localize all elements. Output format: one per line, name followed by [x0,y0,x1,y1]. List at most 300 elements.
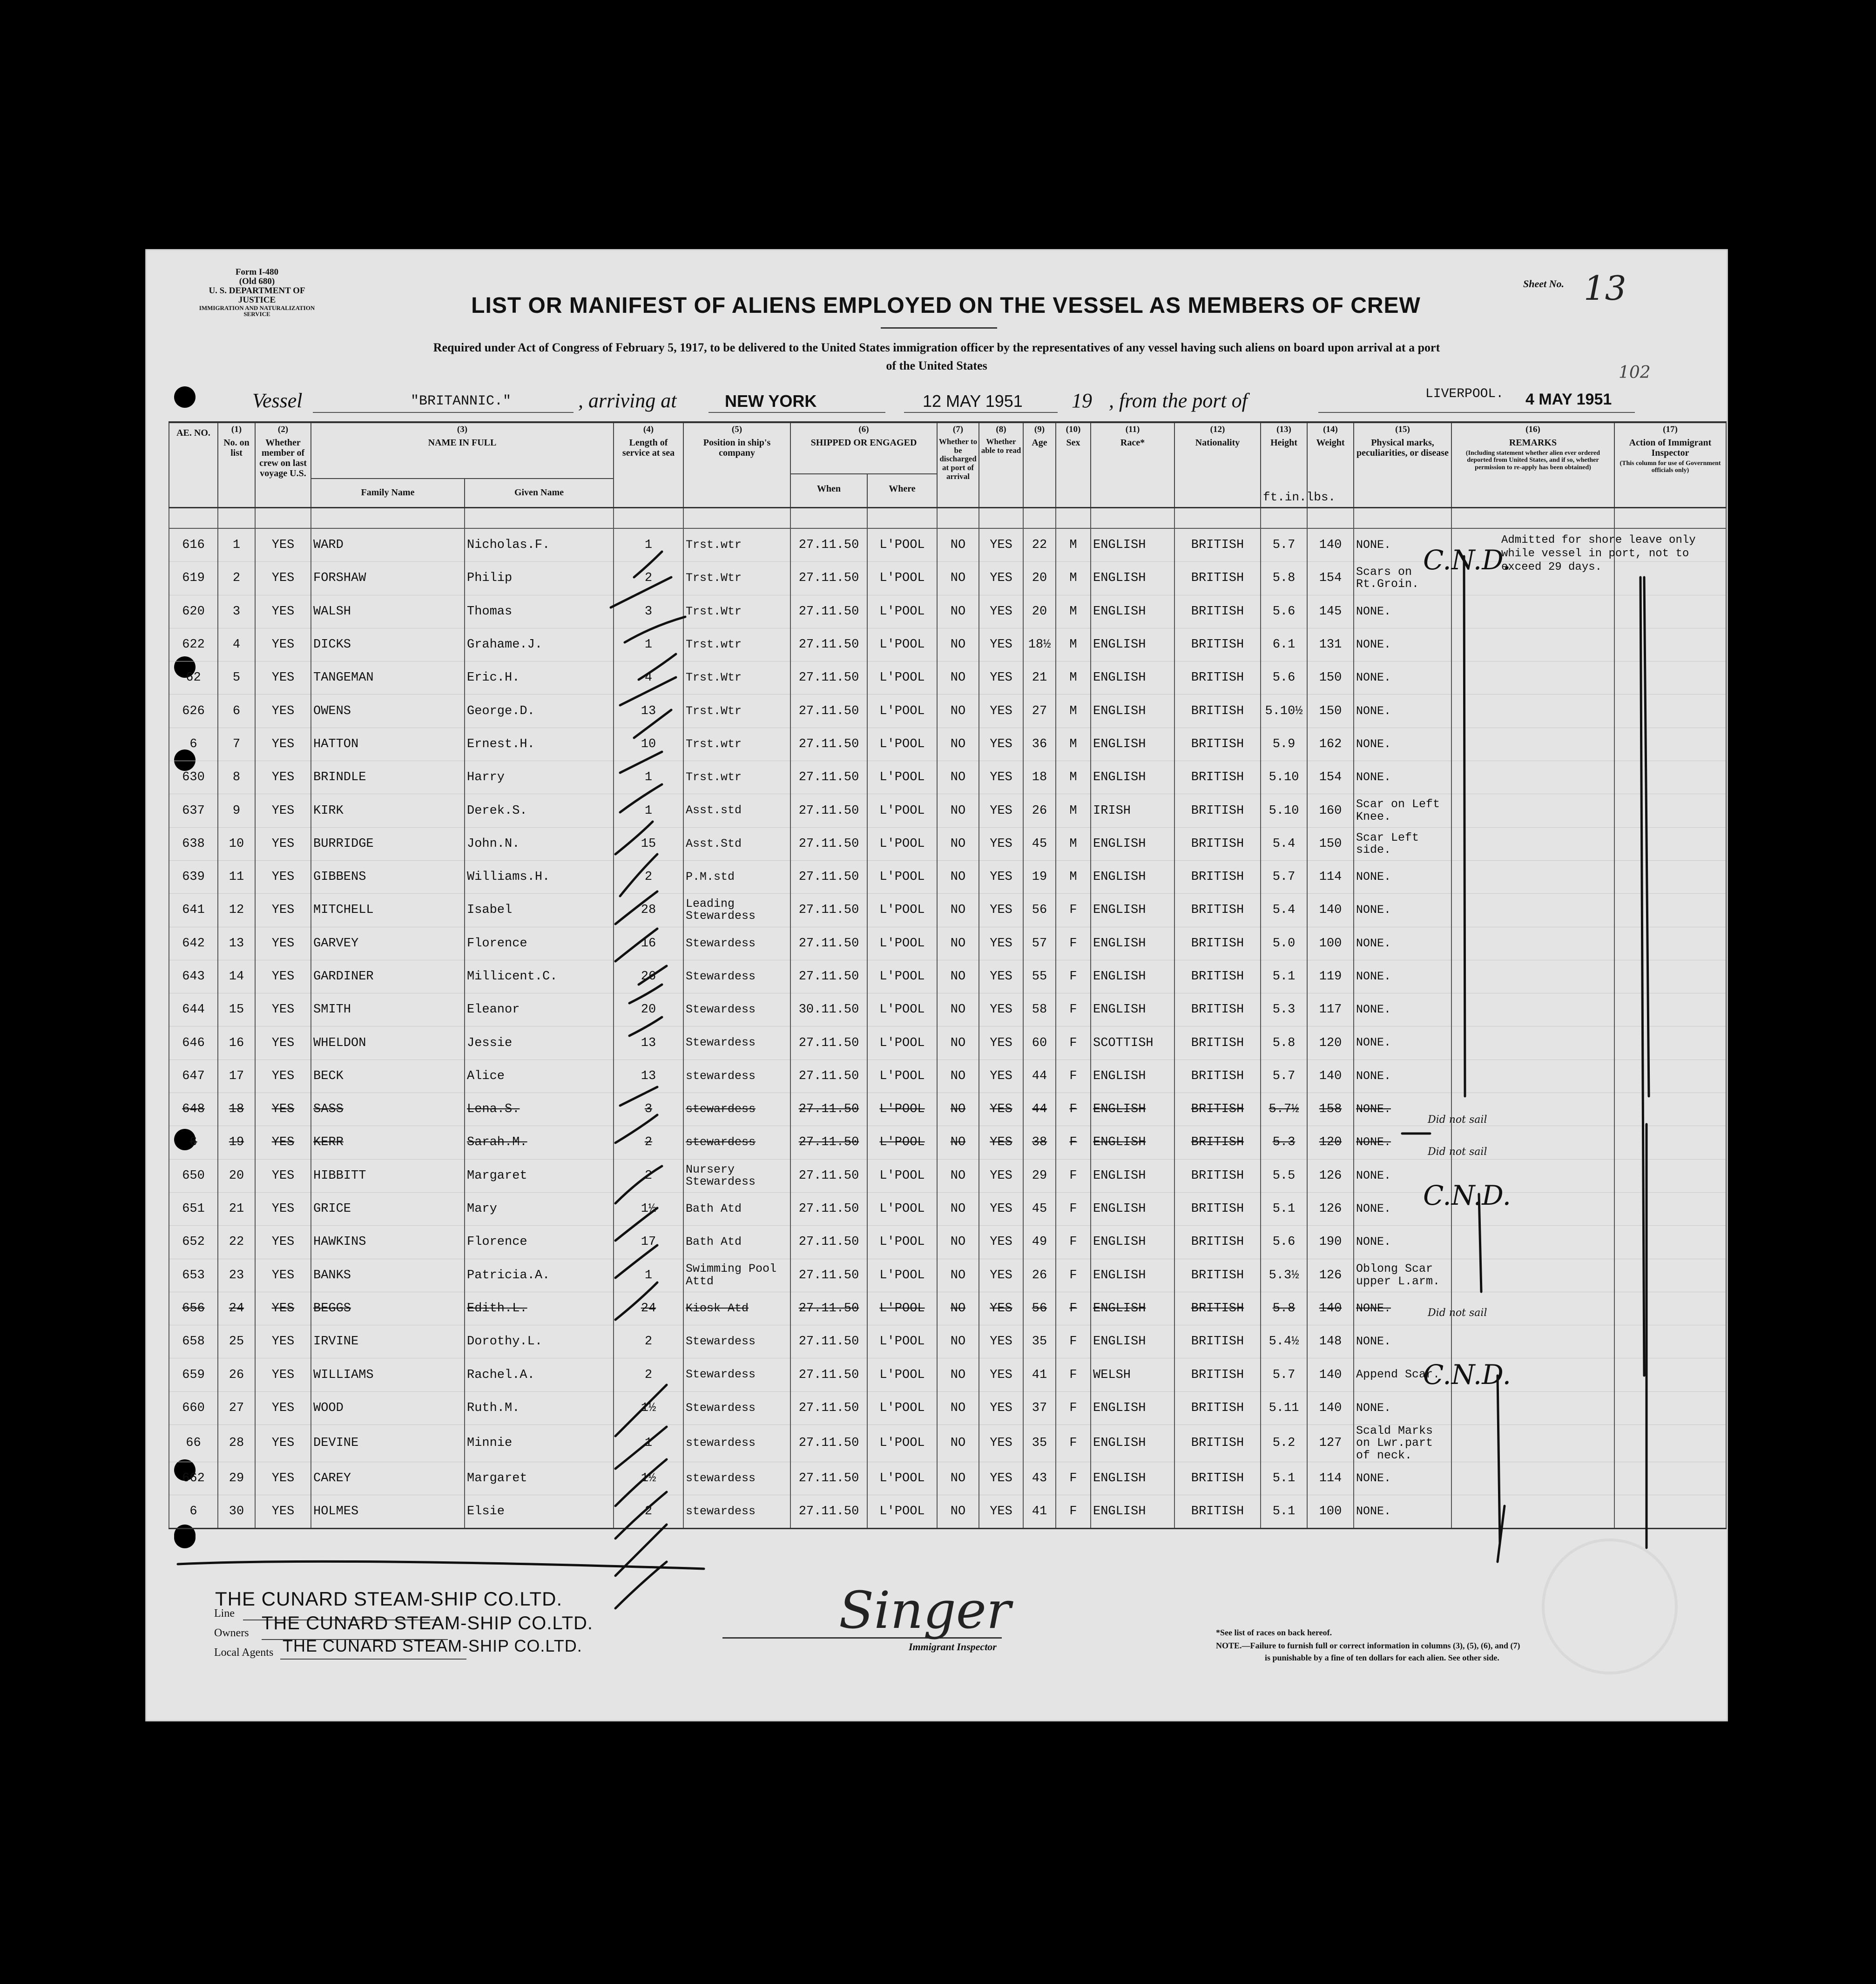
cell-given-name: Patricia.A. [465,1259,614,1292]
cell-height: 5.6 [1261,1226,1307,1259]
cell-able-to-read: YES [979,1425,1023,1462]
cell-ae-number: 638 [169,827,218,860]
cell-list-number: 11 [218,860,255,893]
cell-family-name: TANGEMAN [311,661,465,695]
cell-weight: 120 [1307,1026,1354,1059]
cell-list-number: 20 [218,1159,255,1192]
cell-family-name: GRICE [311,1192,465,1225]
cell-last-voyage: YES [255,1391,311,1424]
cell-weight: 131 [1307,628,1354,661]
cell-discharged: NO [937,661,979,695]
cell-sex: F [1056,1391,1091,1424]
cell-age: 38 [1023,1126,1056,1159]
cell-age: 18 [1023,761,1056,794]
cell-shipped-where: L'POOL [867,562,937,595]
cell-race: ENGLISH [1091,1462,1174,1495]
cell-able-to-read: YES [979,695,1023,728]
col-where: Where [889,484,916,494]
cell-height: 5.4 [1261,894,1307,927]
cell-age: 37 [1023,1391,1056,1424]
col-ae-number: AE. NO. [169,422,218,508]
cell-age: 29 [1023,1159,1056,1192]
cell-shipped-where: L'POOL [867,1425,937,1462]
cell-race: ENGLISH [1091,628,1174,661]
cell-sex: F [1056,1126,1091,1159]
cell-nationality: BRITISH [1174,860,1261,893]
cell-family-name: BURRIDGE [311,827,465,860]
cell-age: 41 [1023,1495,1056,1529]
cell-height: 5.3½ [1261,1259,1307,1292]
cell-ae-number: 630 [169,761,218,794]
cell-last-voyage: YES [255,1059,311,1093]
col-when: When [791,474,868,507]
cell-shipped-where: L'POOL [867,695,937,728]
cell-service-length: 13 [614,1026,683,1059]
cell-shipped-where: L'POOL [867,1462,937,1495]
arrival-date: 12 MAY 1951 [923,391,1023,411]
cell-discharged: NO [937,1325,979,1358]
cell-nationality: BRITISH [1174,1358,1261,1391]
cell-ae-number: 644 [169,993,218,1026]
cell-sex: F [1056,1425,1091,1462]
cell-last-voyage: YES [255,1358,311,1391]
cell-height: 5.0 [1261,927,1307,960]
cell-height: 5.11 [1261,1391,1307,1424]
cell-sex: M [1056,695,1091,728]
line-stamp: THE CUNARD STEAM-SHIP CO.LTD. [215,1588,563,1610]
cell-shipped-when: 27.11.50 [790,1126,867,1159]
cell-nationality: BRITISH [1174,1391,1261,1424]
cell-nationality: BRITISH [1174,1462,1261,1495]
cell-position: Trst.wtr [683,628,790,661]
cell-race: ENGLISH [1091,1159,1174,1192]
cell-weight: 100 [1307,927,1354,960]
cell-ae-number: 616 [169,528,218,562]
cell-service-length: 13 [614,1059,683,1093]
agents-underline [280,1659,466,1660]
local-agents-label: Local Agents [214,1647,274,1659]
cell-age: 36 [1023,728,1056,761]
cell-weight: 140 [1307,1358,1354,1391]
cell-service-length: 4 [614,661,683,695]
cell-able-to-read: YES [979,1462,1023,1495]
cell-discharged: NO [937,1292,979,1325]
cell-able-to-read: YES [979,794,1023,827]
cell-shipped-when: 27.11.50 [790,661,867,695]
cell-list-number: 23 [218,1259,255,1292]
cell-last-voyage: YES [255,628,311,661]
cell-race: ENGLISH [1091,1126,1174,1159]
col-physical-marks: (15) Physical marks, peculiarities, or disease [1354,422,1451,508]
col-name-in-full: (3) NAME IN FULL Family Name Given Name [311,422,614,508]
cell-discharged: NO [937,827,979,860]
cell-nationality: BRITISH [1174,761,1261,794]
cell-list-number: 17 [218,1059,255,1093]
cell-nationality: BRITISH [1174,1259,1261,1292]
cell-weight: 140 [1307,894,1354,927]
cell-discharged: NO [937,993,979,1026]
sheet-label: Sheet No. [1523,278,1564,290]
cell-nationality: BRITISH [1174,695,1261,728]
cell-able-to-read: YES [979,1358,1023,1391]
cell-given-name: Edith.L. [465,1292,614,1325]
cell-last-voyage: YES [255,1026,311,1059]
cell-service-length: 3 [614,595,683,628]
cell-nationality: BRITISH [1174,1292,1261,1325]
cell-sex: F [1056,960,1091,993]
departure-date: 4 MAY 1951 [1525,391,1612,408]
cell-position: stewardess [683,1126,790,1159]
cell-shipped-when: 27.11.50 [790,894,867,927]
shore-leave-remark: Admitted for shore leave only while vessel in port, not to exceed 29 days. [1501,534,1696,574]
cell-discharged: NO [937,1126,979,1159]
cell-list-number: 29 [218,1462,255,1495]
cell-position: Bath Atd [683,1192,790,1225]
col-weight: (14) Weight [1307,422,1354,508]
cell-discharged: NO [937,1462,979,1495]
cell-physical-marks: NONE. [1354,993,1451,1026]
cell-shipped-when: 27.11.50 [790,1059,867,1093]
cell-physical-marks: Oblong Scar upper L.arm. [1354,1259,1451,1292]
cell-shipped-when: 27.11.50 [790,1192,867,1225]
cell-height: 5.6 [1261,595,1307,628]
cell-given-name: Margaret [465,1159,614,1192]
cell-sex: F [1056,927,1091,960]
cell-sex: M [1056,860,1091,893]
cell-shipped-when: 27.11.50 [790,794,867,827]
cell-ae-number: 660 [169,1391,218,1424]
cell-height: 5.4½ [1261,1325,1307,1358]
cell-age: 18½ [1023,628,1056,661]
cell-able-to-read: YES [979,1325,1023,1358]
cell-race: SCOTTISH [1091,1026,1174,1059]
cell-shipped-when: 27.11.50 [790,1259,867,1292]
cell-given-name: Philip [465,562,614,595]
cell-last-voyage: YES [255,1462,311,1495]
cell-last-voyage: YES [255,1325,311,1358]
cell-age: 26 [1023,794,1056,827]
cell-nationality: BRITISH [1174,1093,1261,1126]
cell-weight: 120 [1307,1126,1354,1159]
cell-last-voyage: YES [255,993,311,1026]
cell-position: Kiosk Atd [683,1292,790,1325]
from-port-label: , from the port of [1109,389,1248,412]
col-sex: (10) Sex [1056,422,1091,508]
cell-shipped-when: 27.11.50 [790,528,867,562]
cell-last-voyage: YES [255,695,311,728]
cell-last-voyage: YES [255,1093,311,1126]
cell-shipped-where: L'POOL [867,993,937,1026]
cell-weight: 150 [1307,661,1354,695]
cell-position: Trst.Wtr [683,661,790,695]
cell-shipped-when: 27.11.50 [790,1425,867,1462]
cell-weight: 126 [1307,1159,1354,1192]
cell-sex: M [1056,562,1091,595]
cell-list-number: 14 [218,960,255,993]
cell-service-length: 15 [614,827,683,860]
cell-nationality: BRITISH [1174,595,1261,628]
cell-discharged: NO [937,695,979,728]
cell-weight: 140 [1307,1391,1354,1424]
cell-last-voyage: YES [255,1292,311,1325]
cell-given-name: Grahame.J. [465,628,614,661]
cell-given-name: Derek.S. [465,794,614,827]
cell-height: 5.7 [1261,528,1307,562]
seal-stamp [1542,1539,1678,1674]
cell-sex: M [1056,628,1091,661]
cell-sex: F [1056,1292,1091,1325]
cell-list-number: 10 [218,827,255,860]
cell-nationality: BRITISH [1174,993,1261,1026]
cell-list-number: 13 [218,927,255,960]
cell-nationality: BRITISH [1174,1026,1261,1059]
cell-shipped-where: L'POOL [867,860,937,893]
cell-age: 22 [1023,528,1056,562]
cell-last-voyage: YES [255,794,311,827]
cell-position: stewardess [683,1425,790,1462]
cell-list-number: 12 [218,894,255,927]
cell-shipped-when: 27.11.50 [790,1391,867,1424]
cell-ae-number: 641 [169,894,218,927]
cell-race: ENGLISH [1091,1425,1174,1462]
cell-shipped-where: L'POOL [867,595,937,628]
cell-given-name: Thomas [465,595,614,628]
col-discharged: (7) Whether to be discharged at port of arrival [937,422,979,508]
cell-list-number: 4 [218,628,255,661]
cell-sex: F [1056,1159,1091,1192]
cell-position: Asst.Std [683,827,790,860]
cell-shipped-where: L'POOL [867,1358,937,1391]
col-inspector-action: (17) Action of Immigrant Inspector (This column for use of Government officials only) [1614,422,1726,508]
cell-list-number: 15 [218,993,255,1026]
cell-ae-number: 662 [169,1462,218,1495]
cell-given-name: Ernest.H. [465,728,614,761]
cell-nationality: BRITISH [1174,827,1261,860]
cell-list-number: 28 [218,1425,255,1462]
cell-race: IRISH [1091,794,1174,827]
cell-list-number: 24 [218,1292,255,1325]
cell-given-name: Williams.H. [465,860,614,893]
cell-age: 55 [1023,960,1056,993]
cell-weight: 117 [1307,993,1354,1026]
cell-family-name: DICKS [311,628,465,661]
cell-shipped-where: L'POOL [867,1495,937,1529]
cell-family-name: WOOD [311,1391,465,1424]
cell-shipped-where: L'POOL [867,827,937,860]
cell-given-name: Millicent.C. [465,960,614,993]
cell-sex: F [1056,1462,1091,1495]
cell-sex: F [1056,894,1091,927]
cell-height: 5.3 [1261,993,1307,1026]
cell-physical-marks: NONE. [1354,1126,1451,1159]
cell-family-name: KERR [311,1126,465,1159]
cell-position: Nursery Stewardess [683,1159,790,1192]
cell-age: 35 [1023,1325,1056,1358]
cell-discharged: NO [937,628,979,661]
cell-race: ENGLISH [1091,1292,1174,1325]
cell-able-to-read: YES [979,894,1023,927]
cell-given-name: Florence [465,927,614,960]
col-length-of-service: (4) Length of service at sea [614,422,683,508]
cell-ae-number: 6 [169,728,218,761]
cell-race: ENGLISH [1091,728,1174,761]
cell-nationality: BRITISH [1174,1126,1261,1159]
cell-physical-marks: NONE. [1354,894,1451,927]
cell-position: Trst.wtr [683,728,790,761]
cell-discharged: NO [937,894,979,927]
cell-family-name: CAREY [311,1462,465,1495]
cell-height: 5.4 [1261,827,1307,860]
cell-race: ENGLISH [1091,993,1174,1026]
cell-age: 49 [1023,1226,1056,1259]
agents-stamp: THE CUNARD STEAM-SHIP CO.LTD. [283,1636,582,1655]
cell-family-name: HIBBITT [311,1159,465,1192]
cell-able-to-read: YES [979,1226,1023,1259]
cell-given-name: Minnie [465,1425,614,1462]
cell-family-name: WILLIAMS [311,1358,465,1391]
cell-family-name: BECK [311,1059,465,1093]
cell-given-name: Harry [465,761,614,794]
cell-weight: 126 [1307,1259,1354,1292]
cell-ae-number: 6 [169,1126,218,1159]
cell-sex: F [1056,1495,1091,1529]
cell-ae-number: 653 [169,1259,218,1292]
cell-service-length: 20 [614,993,683,1026]
cell-weight: 162 [1307,728,1354,761]
cell-nationality: BRITISH [1174,960,1261,993]
penalty-note-1: NOTE.—Failure to furnish full or correct information in columns (3), (5), (6), and (7) [1216,1641,1520,1650]
cell-height: 5.8 [1261,562,1307,595]
cell-family-name: BRINDLE [311,761,465,794]
cell-family-name: BANKS [311,1259,465,1292]
cell-physical-marks: NONE. [1354,927,1451,960]
cell-service-length: 16 [614,927,683,960]
did-not-sail-note: Did not sail [1428,1307,1487,1319]
cell-nationality: BRITISH [1174,1192,1261,1225]
cell-race: ENGLISH [1091,1093,1174,1126]
cell-given-name: Alice [465,1059,614,1093]
penalty-note-2: is punishable by a fine of ten dollars for each alien. See other side. [1265,1653,1499,1662]
cell-service-length: 1½ [614,1462,683,1495]
cell-discharged: NO [937,794,979,827]
cell-given-name: Mary [465,1192,614,1225]
cell-list-number: 27 [218,1391,255,1424]
cell-family-name: FORSHAW [311,562,465,595]
cell-race: ENGLISH [1091,528,1174,562]
cell-age: 58 [1023,993,1056,1026]
cell-nationality: BRITISH [1174,661,1261,695]
cell-ae-number: 637 [169,794,218,827]
cell-shipped-where: L'POOL [867,1325,937,1358]
cell-nationality: BRITISH [1174,1159,1261,1192]
cell-position: Trst.Wtr [683,562,790,595]
cell-weight: 140 [1307,528,1354,562]
cell-position: Stewardess [683,1026,790,1059]
cell-race: ENGLISH [1091,1495,1174,1529]
cell-physical-marks: NONE. [1354,1026,1451,1059]
cell-last-voyage: YES [255,1159,311,1192]
cell-ae-number: 66 [169,1425,218,1462]
cell-last-voyage: YES [255,728,311,761]
cell-shipped-where: L'POOL [867,1026,937,1059]
cell-shipped-where: L'POOL [867,1126,937,1159]
cell-list-number: 18 [218,1093,255,1126]
cell-weight: 190 [1307,1226,1354,1259]
cell-ae-number: 647 [169,1059,218,1093]
cell-able-to-read: YES [979,562,1023,595]
col-race: (11) Race* [1091,422,1174,508]
cell-given-name: Dorothy.L. [465,1325,614,1358]
cell-shipped-where: L'POOL [867,728,937,761]
cell-weight: 126 [1307,1192,1354,1225]
cell-last-voyage: YES [255,1126,311,1159]
cell-weight: 148 [1307,1325,1354,1358]
cell-ae-number: 650 [169,1159,218,1192]
cell-service-length: 1 [614,794,683,827]
cell-nationality: BRITISH [1174,1226,1261,1259]
cell-weight: 158 [1307,1093,1354,1126]
cell-family-name: GIBBENS [311,860,465,893]
cell-able-to-read: YES [979,993,1023,1026]
cell-given-name: Lena.S. [465,1093,614,1126]
cell-shipped-when: 30.11.50 [790,993,867,1026]
cell-discharged: NO [937,1226,979,1259]
cell-race: ENGLISH [1091,1192,1174,1225]
cell-list-number: 8 [218,761,255,794]
cell-shipped-where: L'POOL [867,1292,937,1325]
cell-age: 44 [1023,1093,1056,1126]
cell-family-name: BEGGS [311,1292,465,1325]
cell-sex: F [1056,1226,1091,1259]
cell-physical-marks: NONE. [1354,695,1451,728]
cell-able-to-read: YES [979,927,1023,960]
cell-discharged: NO [937,1425,979,1462]
cell-discharged: NO [937,562,979,595]
cell-height: 5.1 [1261,960,1307,993]
cell-service-length: 2 [614,562,683,595]
cell-list-number: 25 [218,1325,255,1358]
cell-position: Stewardess [683,1358,790,1391]
cell-height: 5.10½ [1261,695,1307,728]
cell-discharged: NO [937,960,979,993]
cell-height: 5.10 [1261,794,1307,827]
col-given-name: Given Name [514,487,564,498]
col-shipped-or-engaged: (6) SHIPPED OR ENGAGED When Where [790,422,937,508]
form-old-number: (Old 680) [239,276,275,286]
cell-discharged: NO [937,595,979,628]
cell-race: ENGLISH [1091,1391,1174,1424]
cell-family-name: KIRK [311,794,465,827]
cell-last-voyage: YES [255,894,311,927]
cell-given-name: Ruth.M. [465,1391,614,1424]
race-note: *See list of races on back hereof. [1216,1628,1332,1637]
cnd-annotation: C.N.D. [1423,1359,1512,1390]
handwritten-marks [145,249,1728,1721]
cell-physical-marks: NONE. [1354,628,1451,661]
cell-service-length: 1 [614,1259,683,1292]
cell-nationality: BRITISH [1174,794,1261,827]
cell-list-number: 9 [218,794,255,827]
cell-position: Stewardess [683,993,790,1026]
cell-able-to-read: YES [979,1292,1023,1325]
cell-sex: M [1056,528,1091,562]
cell-weight: 145 [1307,595,1354,628]
cell-able-to-read: YES [979,1026,1023,1059]
cell-height: 5.10 [1261,761,1307,794]
cell-shipped-when: 27.11.50 [790,728,867,761]
subtitle-line-1: Required under Act of Congress of February 5, 1917, to be delivered to the United States immigration officer by the representatives of any vessel having such aliens on board upon arrival at a port [433,341,1440,354]
cell-weight: 114 [1307,1462,1354,1495]
